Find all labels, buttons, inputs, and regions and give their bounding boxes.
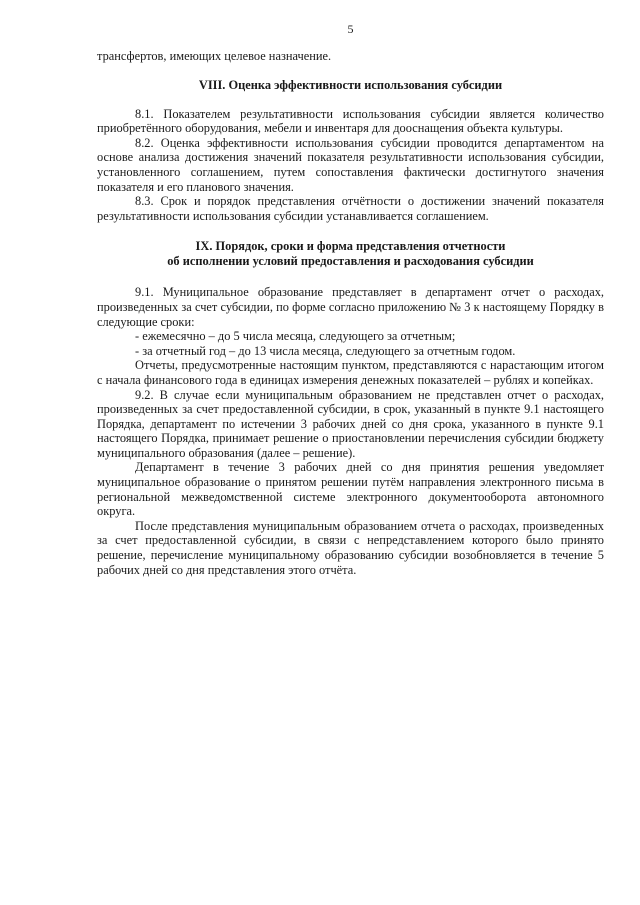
paragraph-8-2: 8.2. Оценка эффективности использования субсидии проводится департаментом на основе анализа достижения значений показателя результативности использования субсидии, установленного соглашением, путем сопоставления фактически достигнутого значения показателя и его планового значения. (97, 135, 604, 194)
paragraph-9-2: 9.2. В случае если муниципальным образованием не представлен отчет о расходах, произведенных за счет предоставленной субсидии, в срок, указанный в пункте 9.1 настоящего Порядка, департамент по истечении 3 рабочих дней со дня срока, указанного в пункте 9.1 настоящего Порядка, принимает решение о приостановлении перечисления субсидии бюджету муниципального образования (далее – решение). (97, 387, 604, 460)
paragraph-9-1: 9.1. Муниципальное образование представляет в департамент отчет о расходах, произведенных за счет субсидии, по форме согласно приложению № 3 к настоящему Порядку в следующие сроки: (97, 285, 604, 329)
section-9-heading-line2: об исполнении условий предоставления и расходования субсидии (167, 254, 534, 269)
document-body (97, 49, 604, 577)
dash-item-monthly: - ежемесячно – до 5 числа месяца, следующего за отчетным; (135, 329, 456, 344)
page-number: 5 (347, 22, 354, 36)
intro-fragment: трансфертов, имеющих целевое назначение. (97, 49, 332, 63)
section-9-heading (97, 239, 604, 269)
paragraph-8-3: 8.3. Срок и порядок представления отчётности о достижении значений показателя результативности использования субсидии устанавливается соглашением. (97, 194, 604, 223)
paragraph-notification: Департамент в течение 3 рабочих дней со дня принятия решения уведомляет муниципальное образование о принятом решении путём направления электронного письма в региональной межведомственной системе электронного документооборота автономного округа. (97, 460, 604, 519)
section-8-heading: VIII. Оценка эффективности использования субсидии (198, 77, 503, 92)
section-9-heading-line1: IX. Порядок, сроки и форма представления отчетности (195, 239, 506, 254)
paragraph-8-1: 8.1. Показателем результативности использования субсидии является количество приобретённого оборудования, мебели и инвентаря для дооснащения объекта культуры. (97, 106, 604, 136)
paragraph-reports: Отчеты, предусмотренные настоящим пунктом, представляются с нарастающим итогом с начала финансового года в единицах измерения денежных показателей – рублях и копейках. (97, 358, 604, 387)
paragraph-resumption: После представления муниципальным образованием отчета о расходах, произведенных за счет предоставленной субсидии, в связи с непредставлением которого было принято решение, перечисление муниципальному образованию субсидии возобновляется в течение 5 рабочих дней со дня представления этого отчёта. (97, 518, 604, 577)
dash-item-yearly: - за отчетный год – до 13 числа месяца, следующего за отчетным годом. (135, 343, 516, 358)
